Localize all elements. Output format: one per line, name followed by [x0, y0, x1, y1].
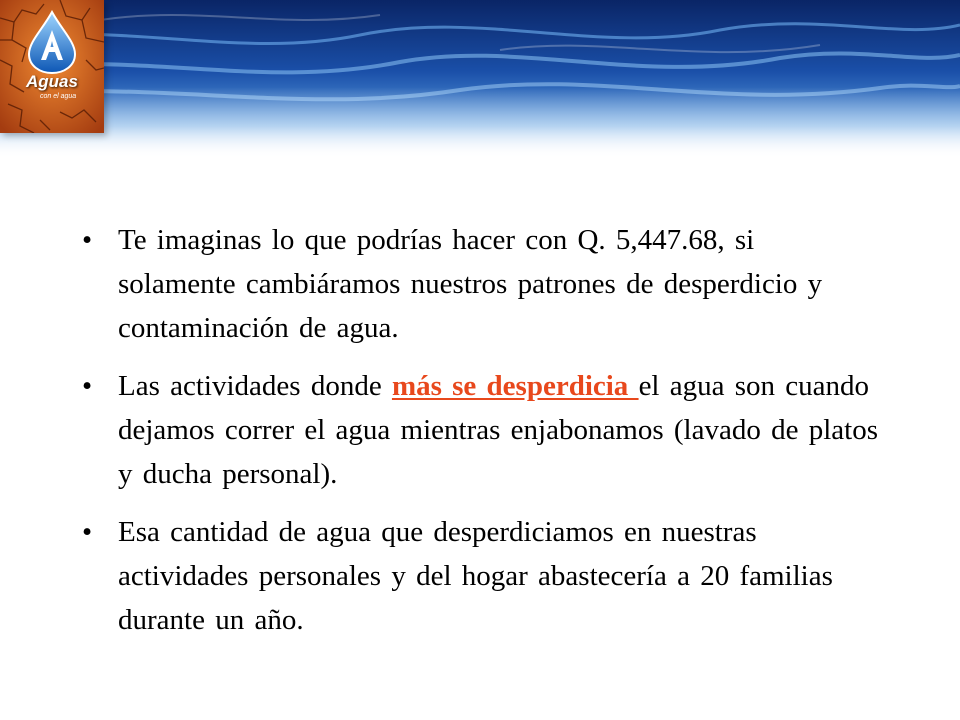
brand-name: Aguas	[26, 72, 78, 91]
bullet-text-before: Las actividades donde	[118, 370, 392, 402]
list-item	[82, 510, 882, 642]
header-banner	[0, 0, 960, 158]
bullet-list	[82, 218, 882, 656]
brand-tagline: con el agua	[40, 93, 77, 100]
water-background-image	[0, 0, 960, 158]
bullet-icon: •	[82, 370, 93, 402]
bullet-text: Te imaginas lo que podrías hacer con Q. 5,447.68, si solamente cambiáramos nuestros patrones de desperdicio y contaminación de agua.	[118, 224, 823, 344]
bullet-icon: •	[82, 516, 93, 548]
list-item	[82, 218, 882, 350]
list-item	[82, 364, 882, 496]
water-drop-icon	[27, 10, 77, 74]
bullet-text: Esa cantidad de agua que desperdiciamos en nuestras actividades personales y del hogar abastecería a 20 familias durante un año.	[118, 516, 833, 636]
brand-logo	[0, 0, 104, 133]
bullet-icon: •	[82, 224, 93, 256]
bullet-text-after: el agua son cuando dejamos correr el agua mientras enjabonamos (lavado de platos y ducha personal).	[118, 370, 879, 490]
highlighted-phrase: más se desperdicia	[391, 370, 639, 402]
bullet-text	[118, 364, 882, 496]
